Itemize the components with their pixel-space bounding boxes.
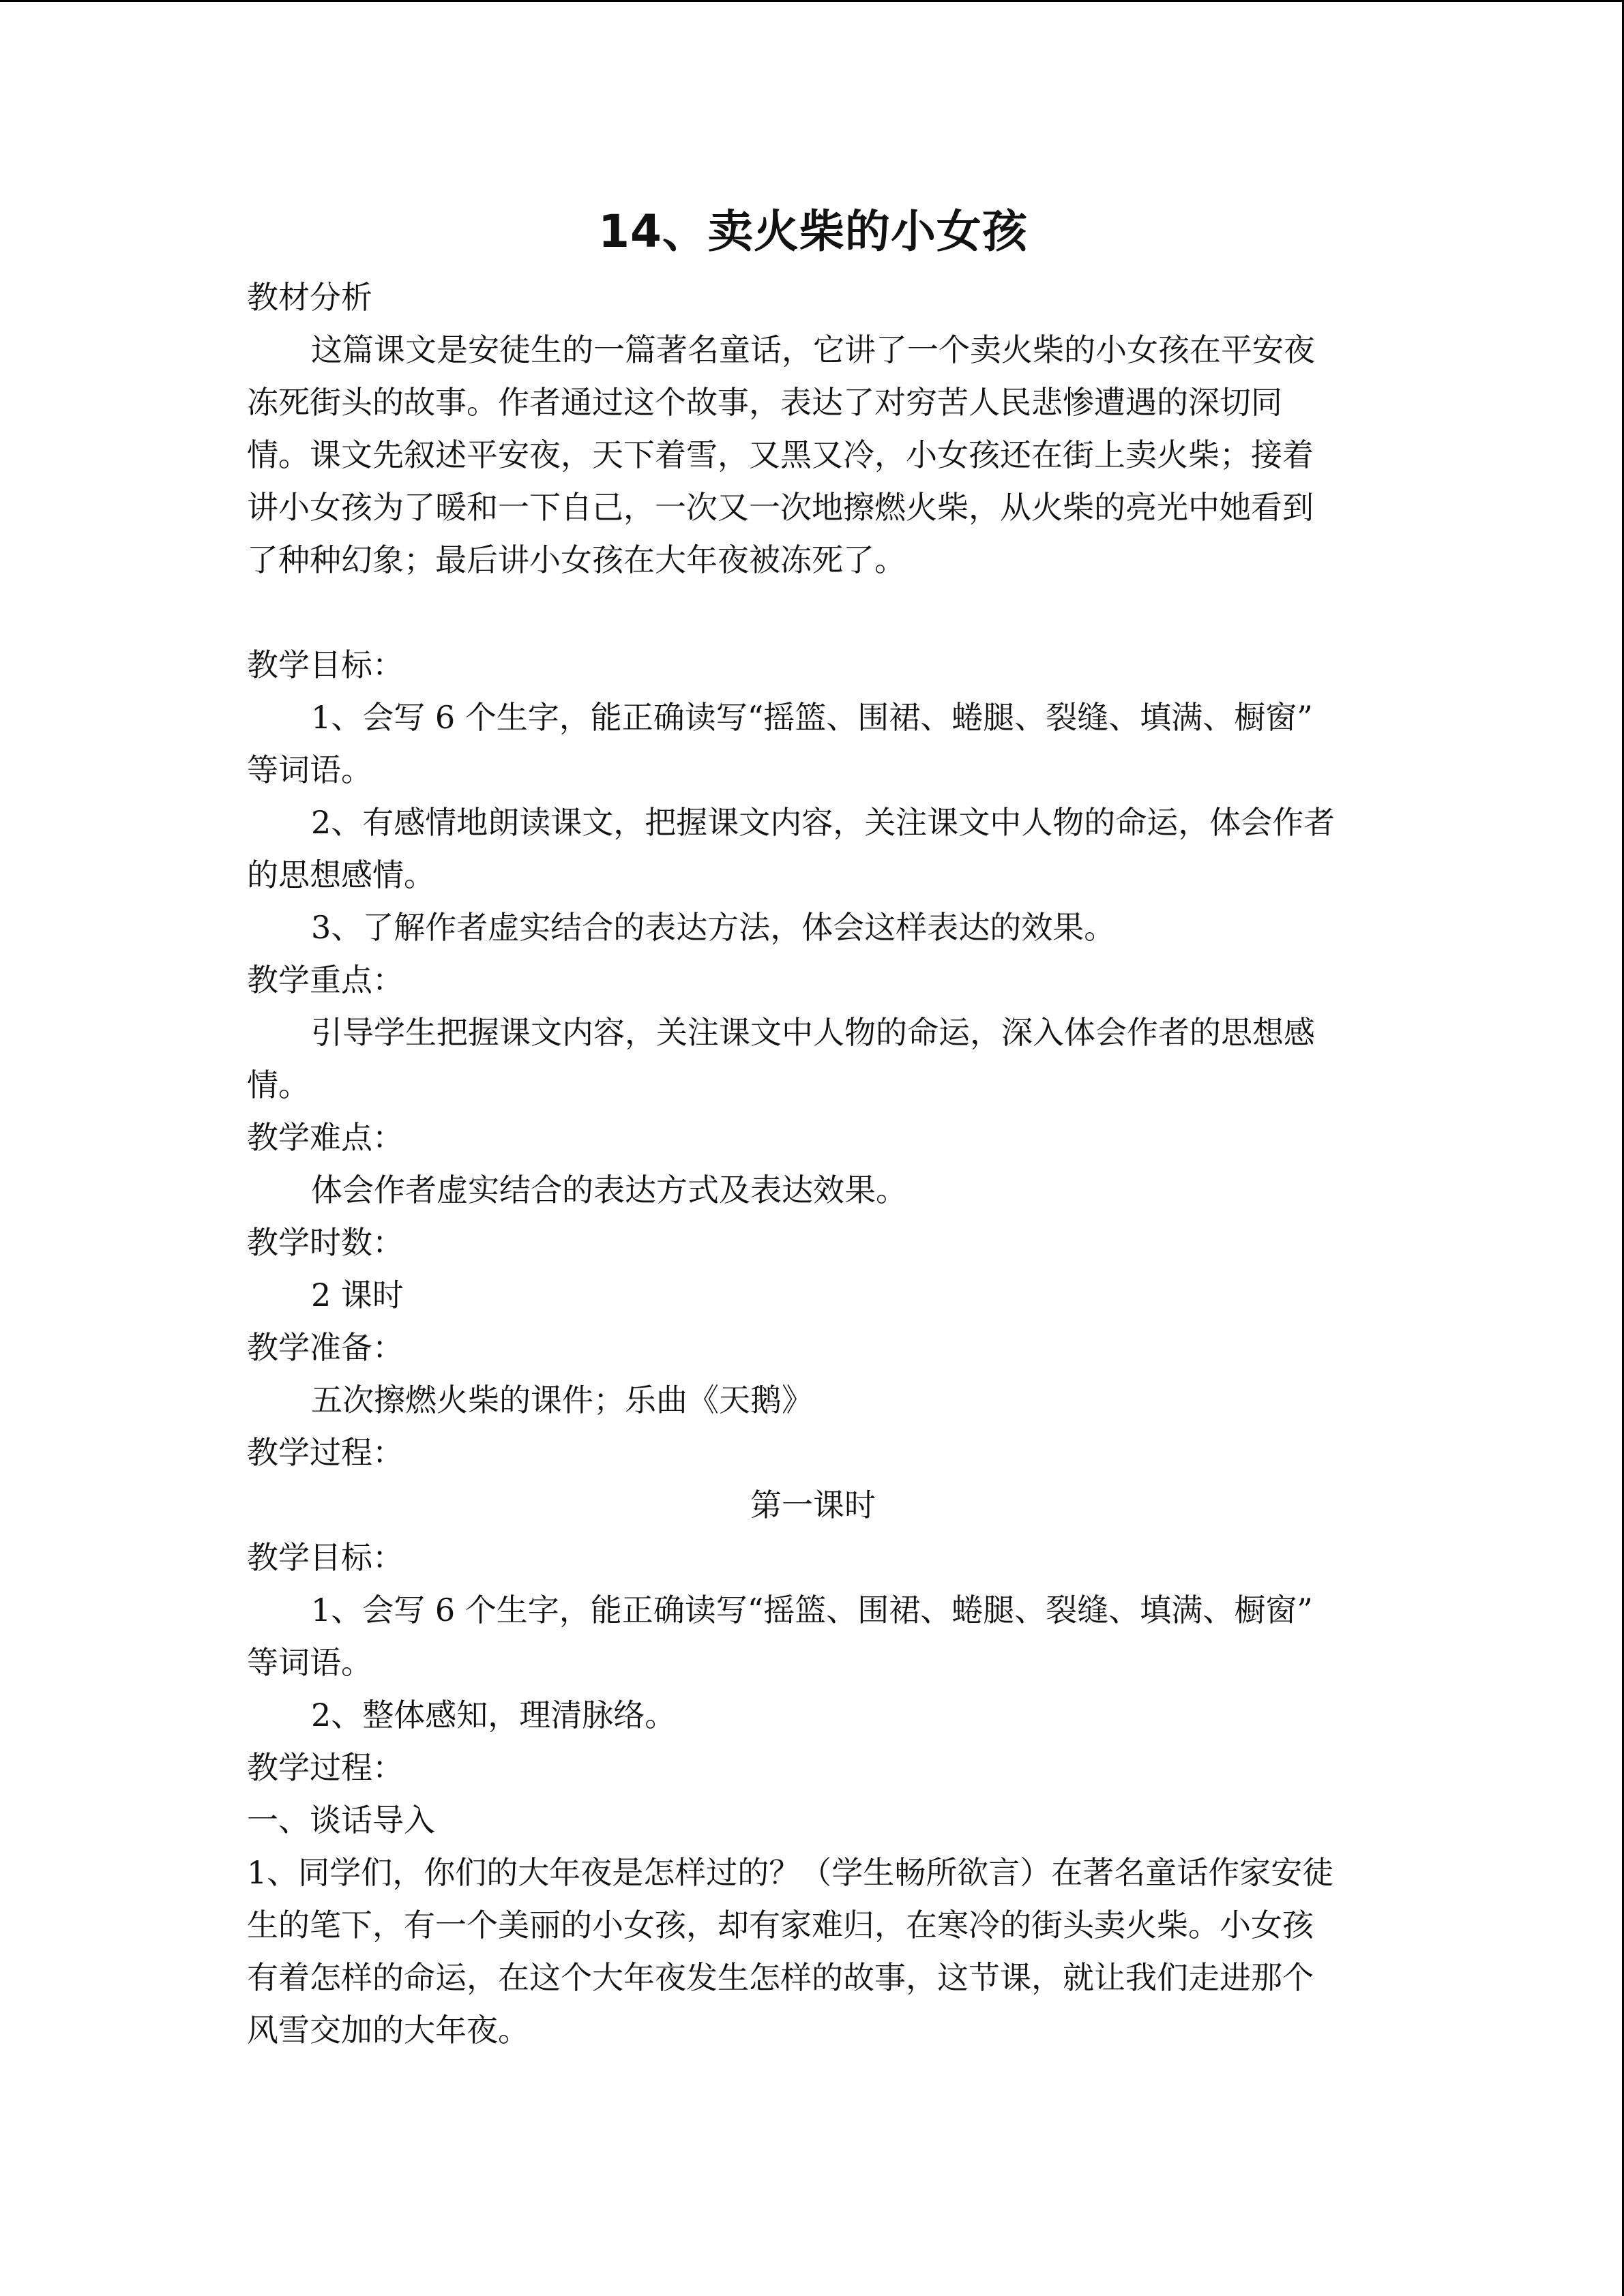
blank-line bbox=[247, 586, 1379, 639]
lesson-goal-item: 2、整体感知，理清脉络。 bbox=[311, 1697, 677, 1733]
goal-item: 的思想感情。 bbox=[247, 856, 435, 893]
key-points-line: 情。 bbox=[247, 1067, 310, 1103]
lesson-process-heading: 教学过程： bbox=[247, 1749, 404, 1786]
intro-line: 风雪交加的大年夜。 bbox=[247, 2012, 529, 2048]
lesson-goal-item: 1、会写 6 个生字，能正确读写“摇篮、围裙、蜷腿、裂缝、填满、橱窗” bbox=[311, 1592, 1313, 1628]
intro-line: 生的笔下，有一个美丽的小女孩，却有家难归，在寒冷的街头卖火柴。小女孩 bbox=[247, 1907, 1314, 1943]
lesson-title: 第一课时 bbox=[750, 1487, 876, 1523]
intro-line: 有着怎样的命运，在这个大年夜发生怎样的故事，这节课，就让我们走进那个 bbox=[247, 1959, 1314, 1996]
key-points-heading: 教学重点： bbox=[247, 961, 404, 998]
process-heading: 教学过程： bbox=[247, 1434, 404, 1471]
analysis-line: 冻死街头的故事。作者通过这个故事，表达了对穷苦人民悲惨遭遇的深切同 bbox=[247, 384, 1282, 421]
lesson-goal-item: 等词语。 bbox=[247, 1644, 372, 1681]
intro-line: 1、同学们，你们的大年夜是怎样过的？（学生畅所欲言）在著名童话作家安徒 bbox=[247, 1854, 1334, 1891]
analysis-line: 这篇课文是安徒生的一篇著名童话，它讲了一个卖火柴的小女孩在平安夜 bbox=[311, 331, 1315, 368]
analysis-heading: 教材分析 bbox=[247, 279, 372, 316]
analysis-line: 讲小女孩为了暖和一下自己，一次又一次地擦燃火柴，从火柴的亮光中她看到 bbox=[247, 489, 1314, 526]
lesson-goals-heading: 教学目标： bbox=[247, 1539, 404, 1576]
difficulties-heading: 教学难点： bbox=[247, 1119, 404, 1156]
preparation-line: 五次擦燃火柴的课件；乐曲《天鹅》 bbox=[311, 1382, 813, 1418]
goal-item: 2、有感情地朗读课文，把握课文内容，关注课文中人物的命运，体会作者 bbox=[311, 804, 1335, 841]
page-border-top bbox=[0, 0, 1624, 2]
hours-heading: 教学时数： bbox=[247, 1224, 404, 1261]
goal-item: 等词语。 bbox=[247, 751, 372, 788]
section-heading: 一、谈话导入 bbox=[247, 1802, 435, 1838]
goal-item: 1、会写 6 个生字，能正确读写“摇篮、围裙、蜷腿、裂缝、填满、橱窗” bbox=[311, 699, 1313, 736]
goal-item: 3、了解作者虚实结合的表达方法，体会这样表达的效果。 bbox=[311, 909, 1116, 946]
page-title: 14、卖火柴的小女孩 bbox=[598, 205, 1028, 258]
analysis-line: 情。课文先叙述平安夜，天下着雪，又黑又冷，小女孩还在街上卖火柴；接着 bbox=[247, 436, 1314, 473]
preparation-heading: 教学准备： bbox=[247, 1329, 404, 1366]
analysis-line: 了种种幻象；最后讲小女孩在大年夜被冻死了。 bbox=[247, 541, 906, 578]
goals-heading: 教学目标： bbox=[247, 646, 404, 683]
difficulties-line: 体会作者虚实结合的表达方式及表达效果。 bbox=[311, 1172, 907, 1208]
document-body bbox=[247, 198, 1379, 2057]
hours-line: 2 课时 bbox=[311, 1277, 404, 1313]
key-points-line: 引导学生把握课文内容，关注课文中人物的命运，深入体会作者的思想感 bbox=[311, 1014, 1315, 1051]
